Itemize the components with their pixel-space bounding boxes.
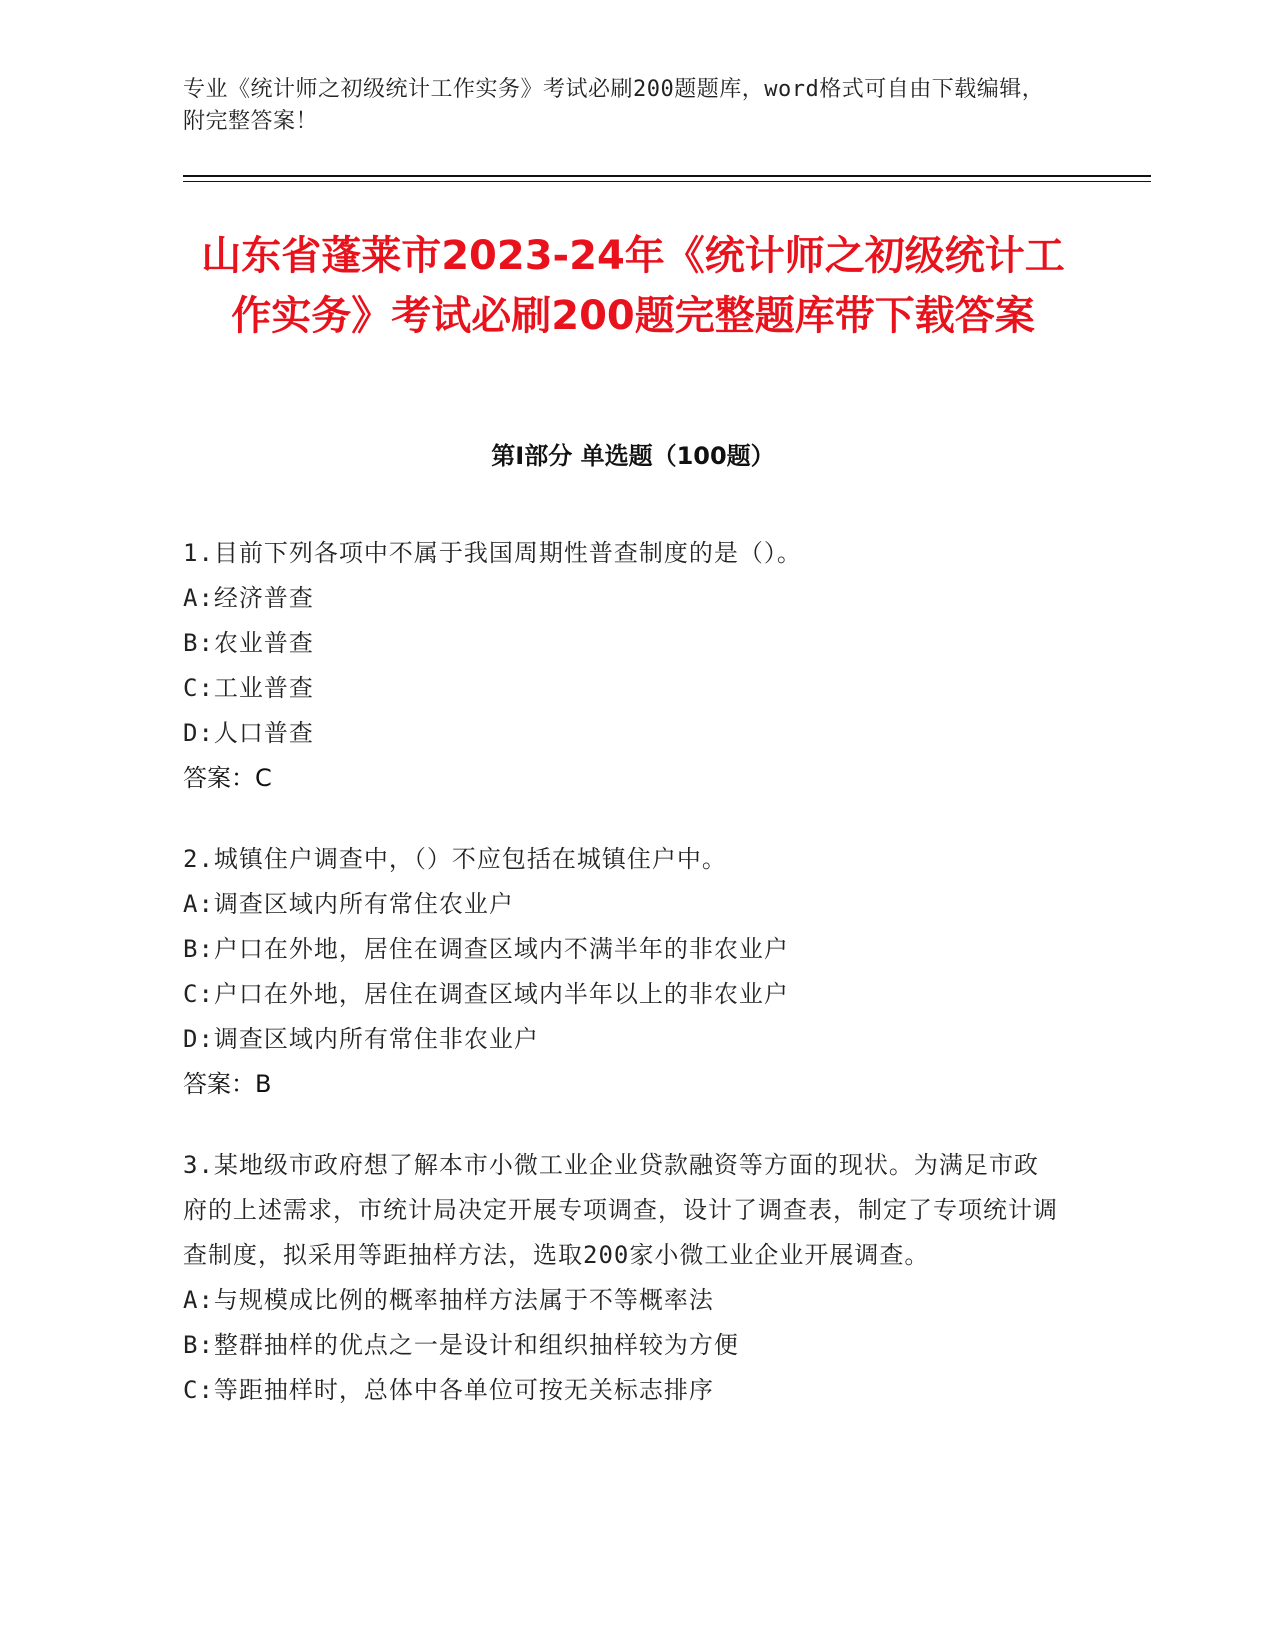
option-d: D:人口普查 xyxy=(183,719,314,747)
answer: 答案：B xyxy=(183,1070,272,1098)
option-a: A:经济普查 xyxy=(183,584,314,612)
question-list xyxy=(183,531,1063,1449)
option-c: C:户口在外地，居住在调查区域内半年以上的非农业户 xyxy=(183,980,789,1008)
document-title: 山东省蓬莱市2023-24年《统计师之初级统计工作实务》考试必刷200题完整题库带下载答案 xyxy=(201,233,1065,339)
question-2 xyxy=(183,837,1063,1107)
option-b: B:农业普查 xyxy=(183,629,314,657)
question-stem: 3.某地级市政府想了解本市小微工业企业贷款融资等方面的现状。为满足市政府的上述需求，市统计局决定开展专项调查，设计了调查表，制定了专项统计调查制度，拟采用等距抽样方法，选取200家小微工业企业开展调查。 xyxy=(183,1151,1058,1269)
option-c: C:工业普查 xyxy=(183,674,314,702)
question-stem: 1.目前下列各项中不属于我国周期性普查制度的是（）。 xyxy=(183,539,802,567)
option-c: C:等距抽样时，总体中各单位可按无关标志排序 xyxy=(183,1376,714,1404)
option-a: A:与规模成比例的概率抽样方法属于不等概率法 xyxy=(183,1286,714,1314)
question-stem: 2.城镇住户调查中，（）不应包括在城镇住户中。 xyxy=(183,845,727,873)
option-d: D:调查区域内所有常住非农业户 xyxy=(183,1025,539,1053)
option-a: A:调查区域内所有常住农业户 xyxy=(183,890,514,918)
header-divider-thick xyxy=(183,175,1151,177)
section-title: 第Ⅰ部分 单选题（100题） xyxy=(491,442,775,470)
question-1 xyxy=(183,531,1063,801)
header-divider-thin xyxy=(183,181,1151,182)
option-b: B:整群抽样的优点之一是设计和组织抽样较为方便 xyxy=(183,1331,739,1359)
header-note: 专业《统计师之初级统计工作实务》考试必刷200题题库，word格式可自由下载编辑，附完整答案！ xyxy=(183,77,1045,134)
option-b: B:户口在外地，居住在调查区域内不满半年的非农业户 xyxy=(183,935,789,963)
answer: 答案：C xyxy=(183,764,272,792)
question-3 xyxy=(183,1143,1063,1413)
